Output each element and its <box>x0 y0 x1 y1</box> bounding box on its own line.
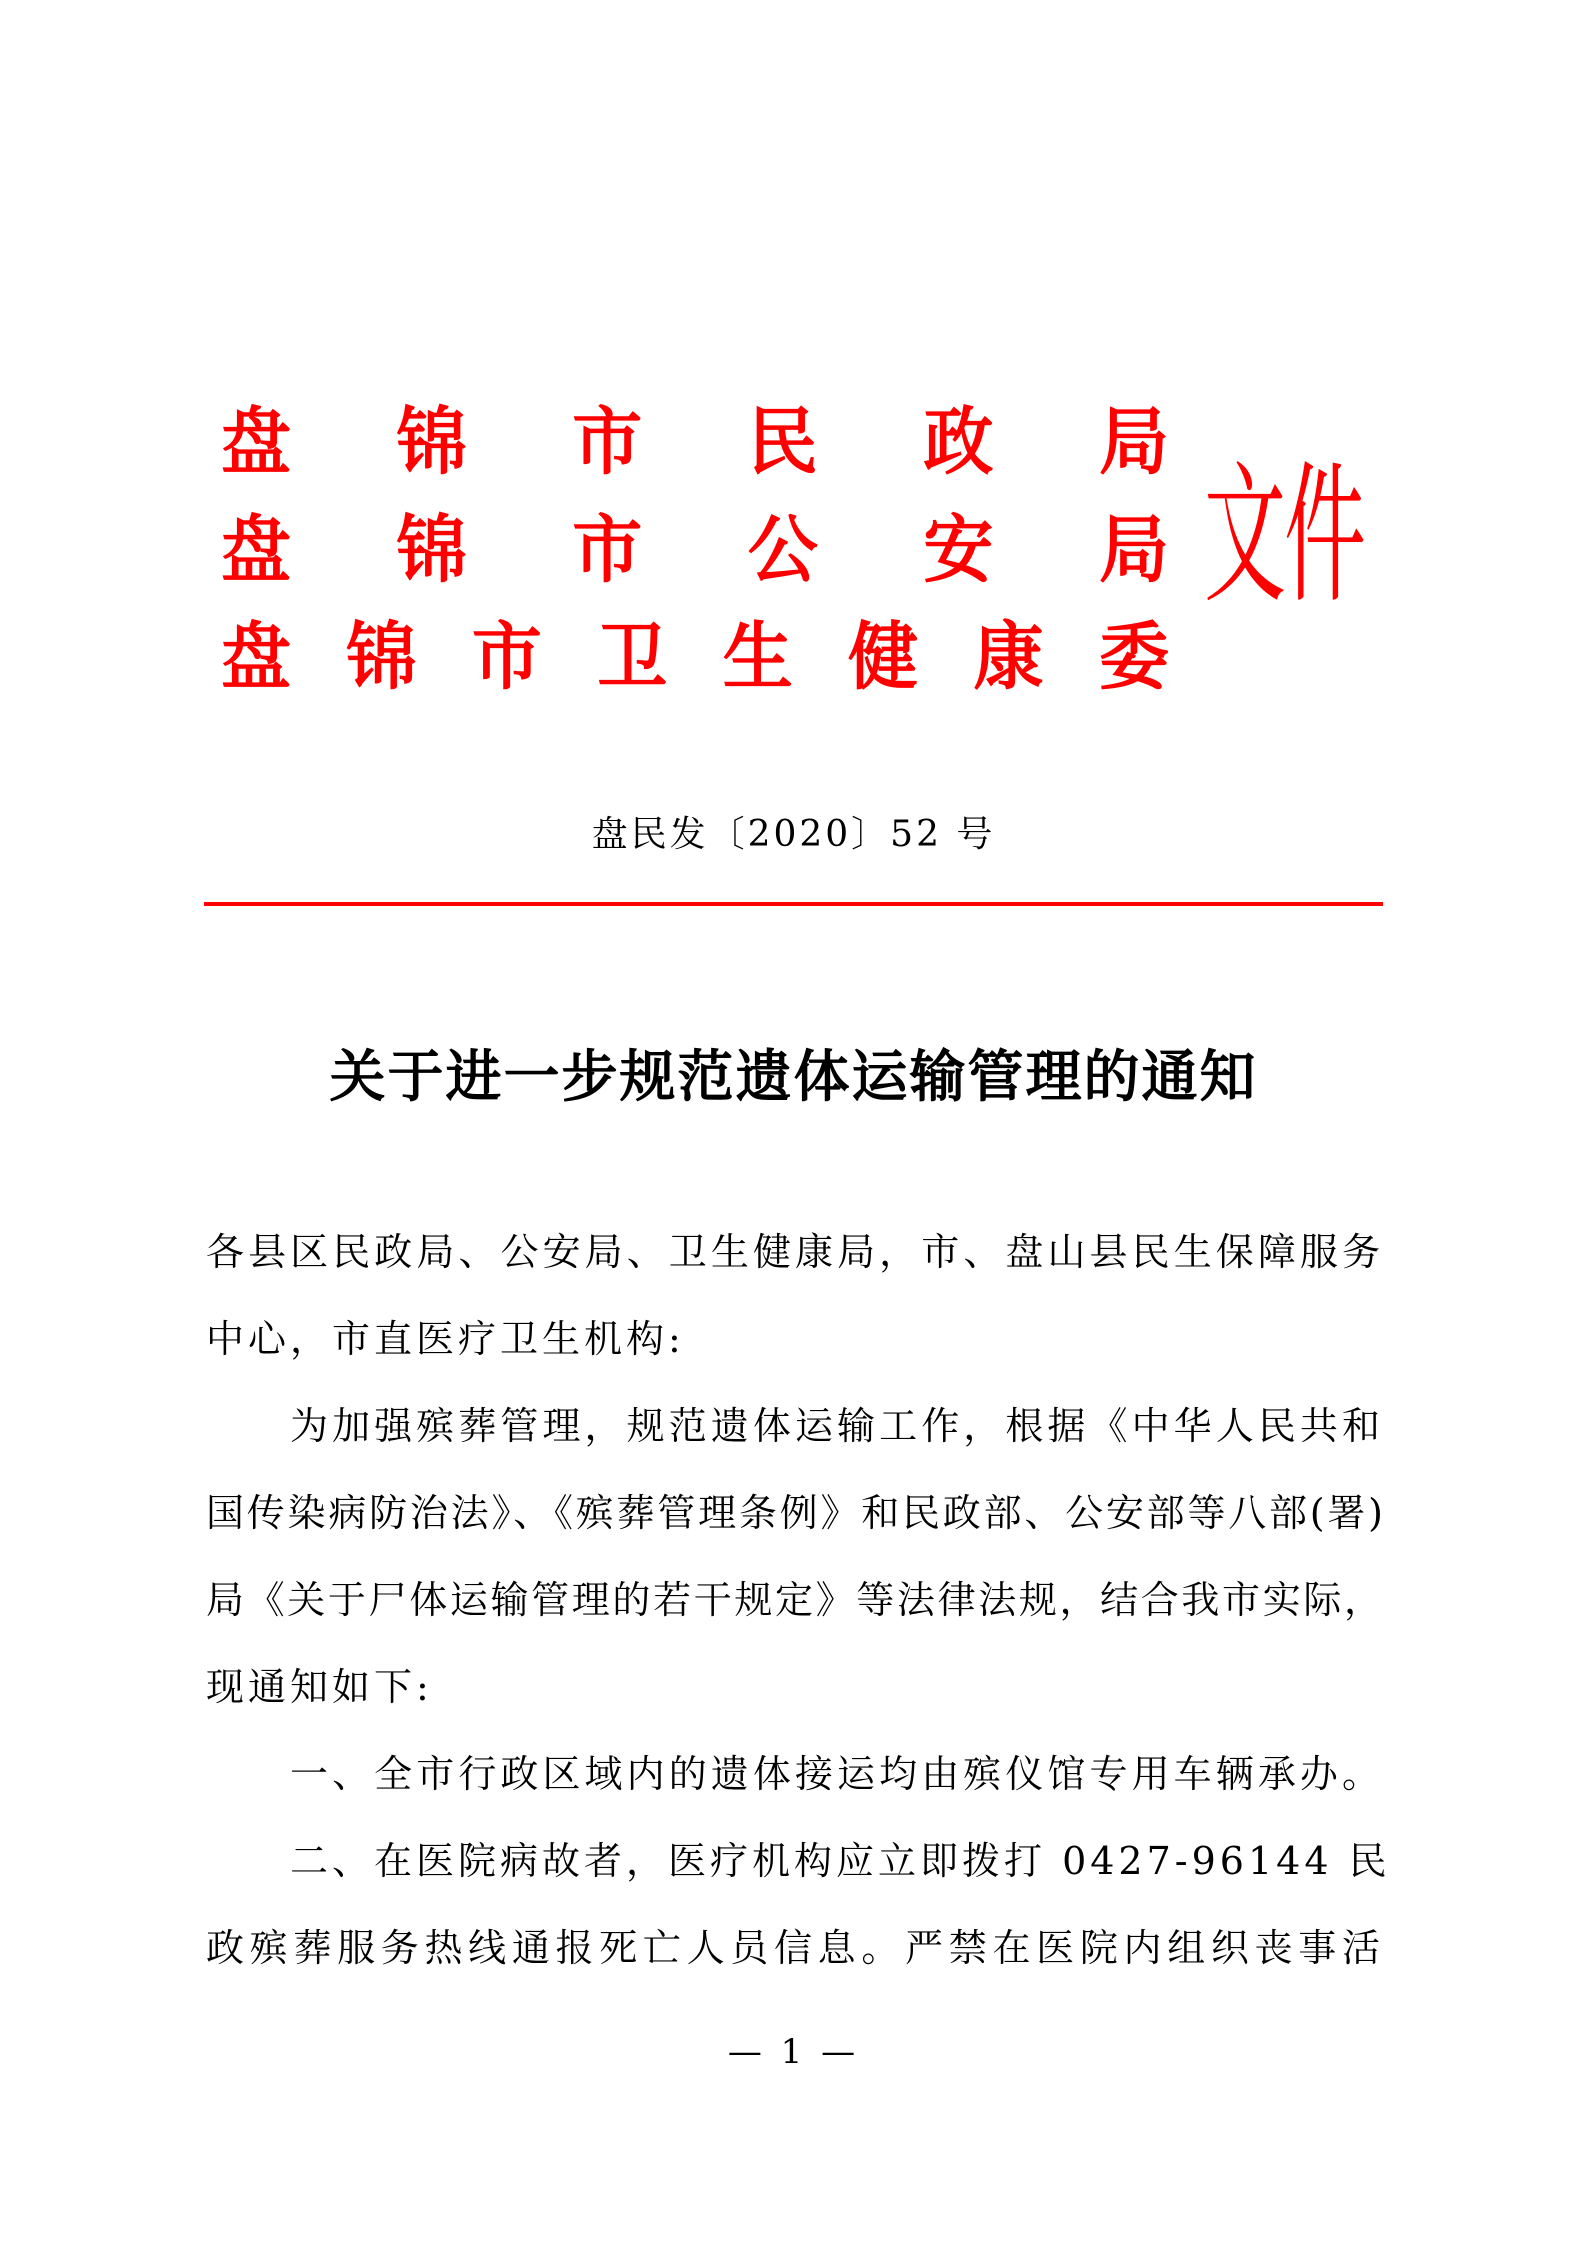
issuer-char: 锦 <box>346 612 417 701</box>
issuer-char: 市 <box>572 505 643 594</box>
issuer-char: 政 <box>923 397 994 486</box>
document-type-label <box>1204 449 1368 625</box>
body-line-item-1: 一、全市行政区域内的遗体接运均由殡仪馆专用车辆承办。 <box>290 1752 1384 1796</box>
issuer-char: 盘 <box>221 612 291 701</box>
body-line-preamble: 为加强殡葬管理，规范遗体运输工作，根据《中华人民共和 <box>290 1404 1384 1448</box>
body-line-item-2-cont: 政殡葬服务热线通报死亡人员信息。严禁在医院内组织丧事活 <box>206 1926 1384 1970</box>
issuer-char: 康 <box>973 612 1044 701</box>
issuer-char: 市 <box>471 612 542 701</box>
issuer-civil-affairs-bureau <box>218 397 1172 486</box>
body-line-addressees: 各县区民政局、公安局、卫生健康局，市、盘山县民生保障服务 <box>206 1230 1384 1274</box>
issuer-public-security-bureau <box>218 505 1172 594</box>
issuer-char: 市 <box>572 397 643 486</box>
issuer-char: 安 <box>923 505 994 594</box>
issuer-char: 健 <box>848 612 919 701</box>
issuer-char: 公 <box>747 505 818 594</box>
issuer-char: 局 <box>1098 397 1169 486</box>
issuer-char: 锦 <box>396 397 467 486</box>
body-line-preamble-cont: 国传染病防治法》、《殡葬管理条例》和民政部、公安部等八部(署) <box>206 1491 1384 1535</box>
document-title: 关于进一步规范遗体运输管理的通知 <box>329 1044 1258 1110</box>
document-number: 盘民发〔2020〕52 号 <box>591 814 996 855</box>
issuer-char: 委 <box>1098 612 1169 701</box>
issuer-health-commission <box>218 612 1172 701</box>
issuer-char: 卫 <box>597 612 668 701</box>
body-line-preamble-cont: 局《关于尸体运输管理的若干规定》等法律法规，结合我市实际， <box>206 1578 1384 1622</box>
doc-type-char: 件 <box>1284 449 1365 625</box>
red-separator-rule <box>204 902 1383 906</box>
issuer-char: 局 <box>1098 505 1169 594</box>
page-number: — 1 — <box>727 2032 860 2072</box>
issuer-char: 锦 <box>396 505 467 594</box>
body-line-item-2: 二、在医院病故者，医疗机构应立即拨打 0427-96144 民 <box>290 1839 1391 1883</box>
issuer-char: 盘 <box>221 397 291 486</box>
issuer-char: 民 <box>747 397 818 486</box>
issuer-char: 盘 <box>221 505 291 594</box>
doc-type-char: 文 <box>1204 449 1285 625</box>
issuer-char: 生 <box>722 612 793 701</box>
body-line-preamble-end: 现通知如下: <box>206 1665 433 1709</box>
body-line-addressees-cont: 中心，市直医疗卫生机构: <box>206 1317 685 1361</box>
